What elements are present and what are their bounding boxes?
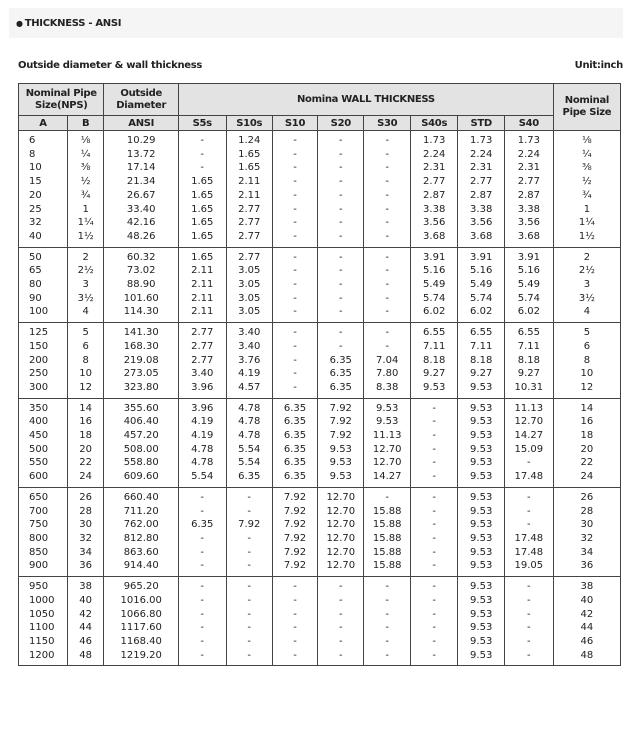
cell-b: 26 28 30 32 34 36 — [67, 487, 104, 576]
cell-nominal: 14 16 18 20 22 24 — [553, 398, 620, 487]
cell-a: 350 400 450 500 550 600 — [19, 398, 68, 487]
cell-a: 950 1000 1050 1100 1150 1200 — [19, 577, 68, 666]
table-row-group — [19, 247, 621, 323]
cell-s5s: - - 6.35 - - - — [178, 487, 226, 576]
header-wall-thickness: Nomina WALL THICKNESS — [178, 84, 553, 116]
header-b: B — [67, 116, 104, 131]
cell-std: 3.91 5.16 5.49 5.74 6.02 — [458, 247, 504, 323]
header-std: STD — [458, 116, 504, 131]
table-body — [19, 131, 621, 666]
section-title: THICKNESS - ANSI — [24, 17, 122, 29]
cell-s40: 3.91 5.16 5.49 5.74 6.02 — [504, 247, 553, 323]
cell-ansi: 141.30 168.30 219.08 273.05 323.80 — [104, 323, 178, 399]
cell-s30: - - - - - — [364, 247, 410, 323]
cell-s10s: 3.40 3.40 3.76 4.19 4.57 — [226, 323, 272, 399]
cell-s10: 6.35 6.35 6.35 6.35 6.35 6.35 — [272, 398, 317, 487]
cell-s40: - - - - - - — [504, 577, 553, 666]
cell-s10: - - - - - — [272, 323, 317, 399]
cell-nominal: 5 6 8 10 12 — [553, 323, 620, 399]
cell-nominal: 38 40 42 44 46 48 — [553, 577, 620, 666]
section-header — [9, 8, 623, 38]
thickness-table — [18, 83, 621, 666]
cell-a: 50 65 80 90 100 — [19, 247, 68, 323]
cell-std: 9.53 9.53 9.53 9.53 9.53 9.53 — [458, 398, 504, 487]
cell-s30: - - - - - - — [364, 577, 410, 666]
header-s20: S20 — [318, 116, 364, 131]
header-ansi: ANSI — [104, 116, 178, 131]
cell-s30: - - 7.04 7.80 8.38 — [364, 323, 410, 399]
cell-s40s: - - - - - - — [410, 487, 458, 576]
cell-std: 1.73 2.24 2.31 2.77 2.87 3.38 3.56 3.68 — [458, 131, 504, 248]
cell-s40s: 6.55 7.11 8.18 9.27 9.53 — [410, 323, 458, 399]
cell-s20: 12.70 12.70 12.70 12.70 12.70 12.70 — [318, 487, 364, 576]
cell-s40: 6.55 7.11 8.18 9.27 10.31 — [504, 323, 553, 399]
header-outside-diameter: Outside Diameter — [104, 84, 178, 116]
cell-s5s: 1.65 2.11 2.11 2.11 2.11 — [178, 247, 226, 323]
cell-nominal: 26 28 30 32 34 36 — [553, 487, 620, 576]
cell-b: 14 16 18 20 22 24 — [67, 398, 104, 487]
header-s10s: S10s — [226, 116, 272, 131]
cell-b: 38 40 42 44 46 48 — [67, 577, 104, 666]
header-s5s: S5s — [178, 116, 226, 131]
table-row-group — [19, 577, 621, 666]
cell-ansi: 60.32 73.02 88.90 101.60 114.30 — [104, 247, 178, 323]
cell-s40: - - - 17.48 17.48 19.05 — [504, 487, 553, 576]
header-s40: S40 — [504, 116, 553, 131]
cell-s5s: 3.96 4.19 4.19 4.78 4.78 5.54 — [178, 398, 226, 487]
cell-s10s: - - - - - - — [226, 577, 272, 666]
cell-s40: 11.13 12.70 14.27 15.09 - 17.48 — [504, 398, 553, 487]
cell-s10: 7.92 7.92 7.92 7.92 7.92 7.92 — [272, 487, 317, 576]
cell-std: 9.53 9.53 9.53 9.53 9.53 9.53 — [458, 487, 504, 576]
cell-s40: 1.73 2.24 2.31 2.77 2.87 3.38 3.56 3.68 — [504, 131, 553, 248]
cell-s5s: - - - 1.65 1.65 1.65 1.65 1.65 — [178, 131, 226, 248]
cell-ansi: 355.60 406.40 457.20 508.00 558.80 609.60 — [104, 398, 178, 487]
cell-s10: - - - - - - — [272, 577, 317, 666]
header-a: A — [19, 116, 68, 131]
cell-s20: - - - - - - - - — [318, 131, 364, 248]
cell-s30: - - - - - - - - — [364, 131, 410, 248]
bullet-icon: ● — [16, 18, 23, 28]
cell-s10s: 4.78 4.78 4.78 5.54 5.54 6.35 — [226, 398, 272, 487]
cell-std: 6.55 7.11 8.18 9.27 9.53 — [458, 323, 504, 399]
cell-s20: - - - - - — [318, 247, 364, 323]
cell-s40s: 3.91 5.16 5.49 5.74 6.02 — [410, 247, 458, 323]
table-caption: Outside diameter & wall thickness — [18, 60, 203, 71]
cell-b: ⅛ ¼ ⅜ ½ ¾ 1 1¼ 1½ — [67, 131, 104, 248]
table-row-group — [19, 398, 621, 487]
cell-s20: 7.92 7.92 7.92 9.53 9.53 9.53 — [318, 398, 364, 487]
cell-s10: - - - - - - - - — [272, 131, 317, 248]
header-nps: Nominal Pipe Size(NPS) — [19, 84, 104, 116]
cell-s10: - - - - - — [272, 247, 317, 323]
table-row-group — [19, 131, 621, 248]
cell-a: 650 700 750 800 850 900 — [19, 487, 68, 576]
table-row-group — [19, 323, 621, 399]
table-row-group — [19, 487, 621, 576]
header-s30: S30 — [364, 116, 410, 131]
cell-a: 125 150 200 250 300 — [19, 323, 68, 399]
cell-s5s: 2.77 2.77 2.77 3.40 3.96 — [178, 323, 226, 399]
cell-s30: - 15.88 15.88 15.88 15.88 15.88 — [364, 487, 410, 576]
cell-b: 5 6 8 10 12 — [67, 323, 104, 399]
cell-std: 9.53 9.53 9.53 9.53 9.53 9.53 — [458, 577, 504, 666]
cell-s10s: 1.24 1.65 1.65 2.11 2.11 2.77 2.77 2.77 — [226, 131, 272, 248]
cell-s20: - - 6.35 6.35 6.35 — [318, 323, 364, 399]
cell-s40s: - - - - - - — [410, 577, 458, 666]
cell-ansi: 10.29 13.72 17.14 21.34 26.67 33.40 42.16 48.26 — [104, 131, 178, 248]
cell-nominal: 2 2½ 3 3½ 4 — [553, 247, 620, 323]
cell-s5s: - - - - - - — [178, 577, 226, 666]
cell-s40s: 1.73 2.24 2.31 2.77 2.87 3.38 3.56 3.68 — [410, 131, 458, 248]
cell-s10s: - - 7.92 - - - — [226, 487, 272, 576]
header-s10: S10 — [272, 116, 317, 131]
cell-s30: 9.53 9.53 11.13 12.70 12.70 14.27 — [364, 398, 410, 487]
header-nominal-pipe-size: Nominal Pipe Size — [553, 84, 620, 131]
cell-s10s: 2.77 3.05 3.05 3.05 3.05 — [226, 247, 272, 323]
cell-ansi: 965.20 1016.00 1066.80 1117.60 1168.40 1219.20 — [104, 577, 178, 666]
header-s40s: S40s — [410, 116, 458, 131]
cell-nominal: ⅛ ¼ ⅜ ½ ¾ 1 1¼ 1½ — [553, 131, 620, 248]
cell-ansi: 660.40 711.20 762.00 812.80 863.60 914.40 — [104, 487, 178, 576]
cell-a: 6 8 10 15 20 25 32 40 — [19, 131, 68, 248]
cell-s20: - - - - - - — [318, 577, 364, 666]
unit-label: Unit:inch — [574, 60, 623, 71]
cell-s40s: - - - - - - — [410, 398, 458, 487]
cell-b: 2 2½ 3 3½ 4 — [67, 247, 104, 323]
